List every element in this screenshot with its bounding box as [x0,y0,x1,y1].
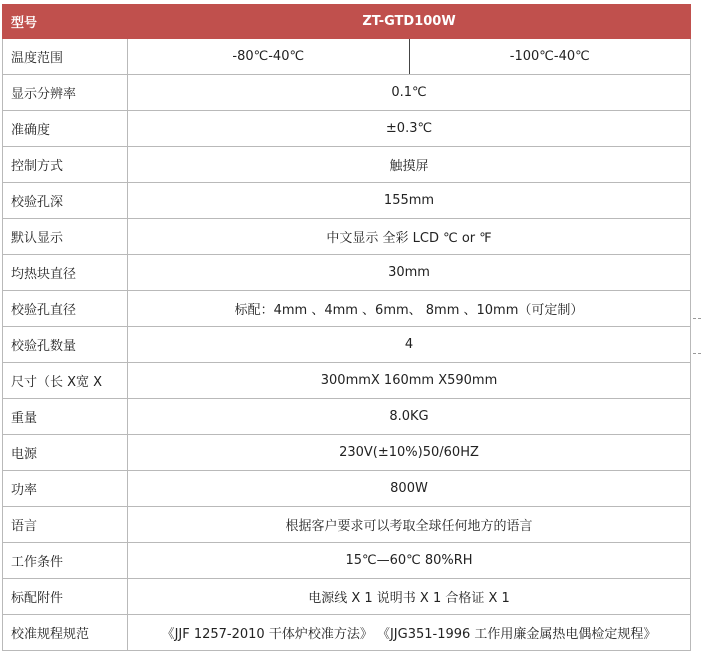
row-label: 标配附件 [3,579,128,615]
row-value-right: -100℃-40℃ [409,39,691,75]
row-label: 功率 [3,471,128,507]
row-label: 重量 [3,399,128,435]
row-value: 230V(±10%)50/60HZ [128,435,691,471]
table-row [3,471,691,507]
row-value: 4 [128,327,691,363]
row-label: 电源 [3,435,128,471]
table-row [3,219,691,255]
table-row [3,615,691,651]
row-label: 均热块直径 [3,255,128,291]
row-value-left: -80℃-40℃ [128,39,410,75]
row-label: 温度范围 [3,39,128,75]
table-row [3,111,691,147]
row-label: 校验孔直径 [3,291,128,327]
row-value: 中文显示 全彩 LCD ℃ or ℉ [128,219,691,255]
page-edge-marker [693,318,701,354]
table-row [3,507,691,543]
table-row [3,255,691,291]
row-label: 校验孔数量 [3,327,128,363]
row-label: 校验孔深 [3,183,128,219]
row-label: 准确度 [3,111,128,147]
row-label: 控制方式 [3,147,128,183]
table-row [3,435,691,471]
row-value: 触摸屏 [128,147,691,183]
row-value: 8.0KG [128,399,691,435]
table-row [3,543,691,579]
header-model: ZT-GTD100W [128,5,691,39]
table-row [3,39,691,75]
row-label: 校准规程规范 [3,615,128,651]
row-value: ±0.3℃ [128,111,691,147]
table-row [3,75,691,111]
row-value: 0.1℃ [128,75,691,111]
table-row [3,399,691,435]
row-label: 语言 [3,507,128,543]
table-row [3,147,691,183]
table-row [3,363,691,399]
row-value: 800W [128,471,691,507]
table-row [3,291,691,327]
row-value: 300mmX 160mm X590mm [128,363,691,399]
spec-sheet [2,4,691,651]
row-value: 《JJF 1257-2010 干体炉校准方法》 《JJG351-1996 工作用廉金属热电偶检定规程》 [128,615,691,651]
table-row [3,579,691,615]
row-value: 电源线 X 1 说明书 X 1 合格证 X 1 [128,579,691,615]
row-label: 尺寸（长 X宽 X [3,363,128,399]
header-label: 型号 [3,5,128,39]
row-value: 根据客户要求可以考取全球任何地方的语言 [128,507,691,543]
row-value: 155mm [128,183,691,219]
table-row [3,327,691,363]
row-label: 显示分辨率 [3,75,128,111]
row-value: 标配：4mm 、4mm 、6mm、 8mm 、10mm（可定制） [128,291,691,327]
row-value: 15℃—60℃ 80%RH [128,543,691,579]
header-row [3,5,691,39]
row-value: 30mm [128,255,691,291]
table-row [3,183,691,219]
row-label: 工作条件 [3,543,128,579]
row-label: 默认显示 [3,219,128,255]
spec-table [2,4,691,651]
